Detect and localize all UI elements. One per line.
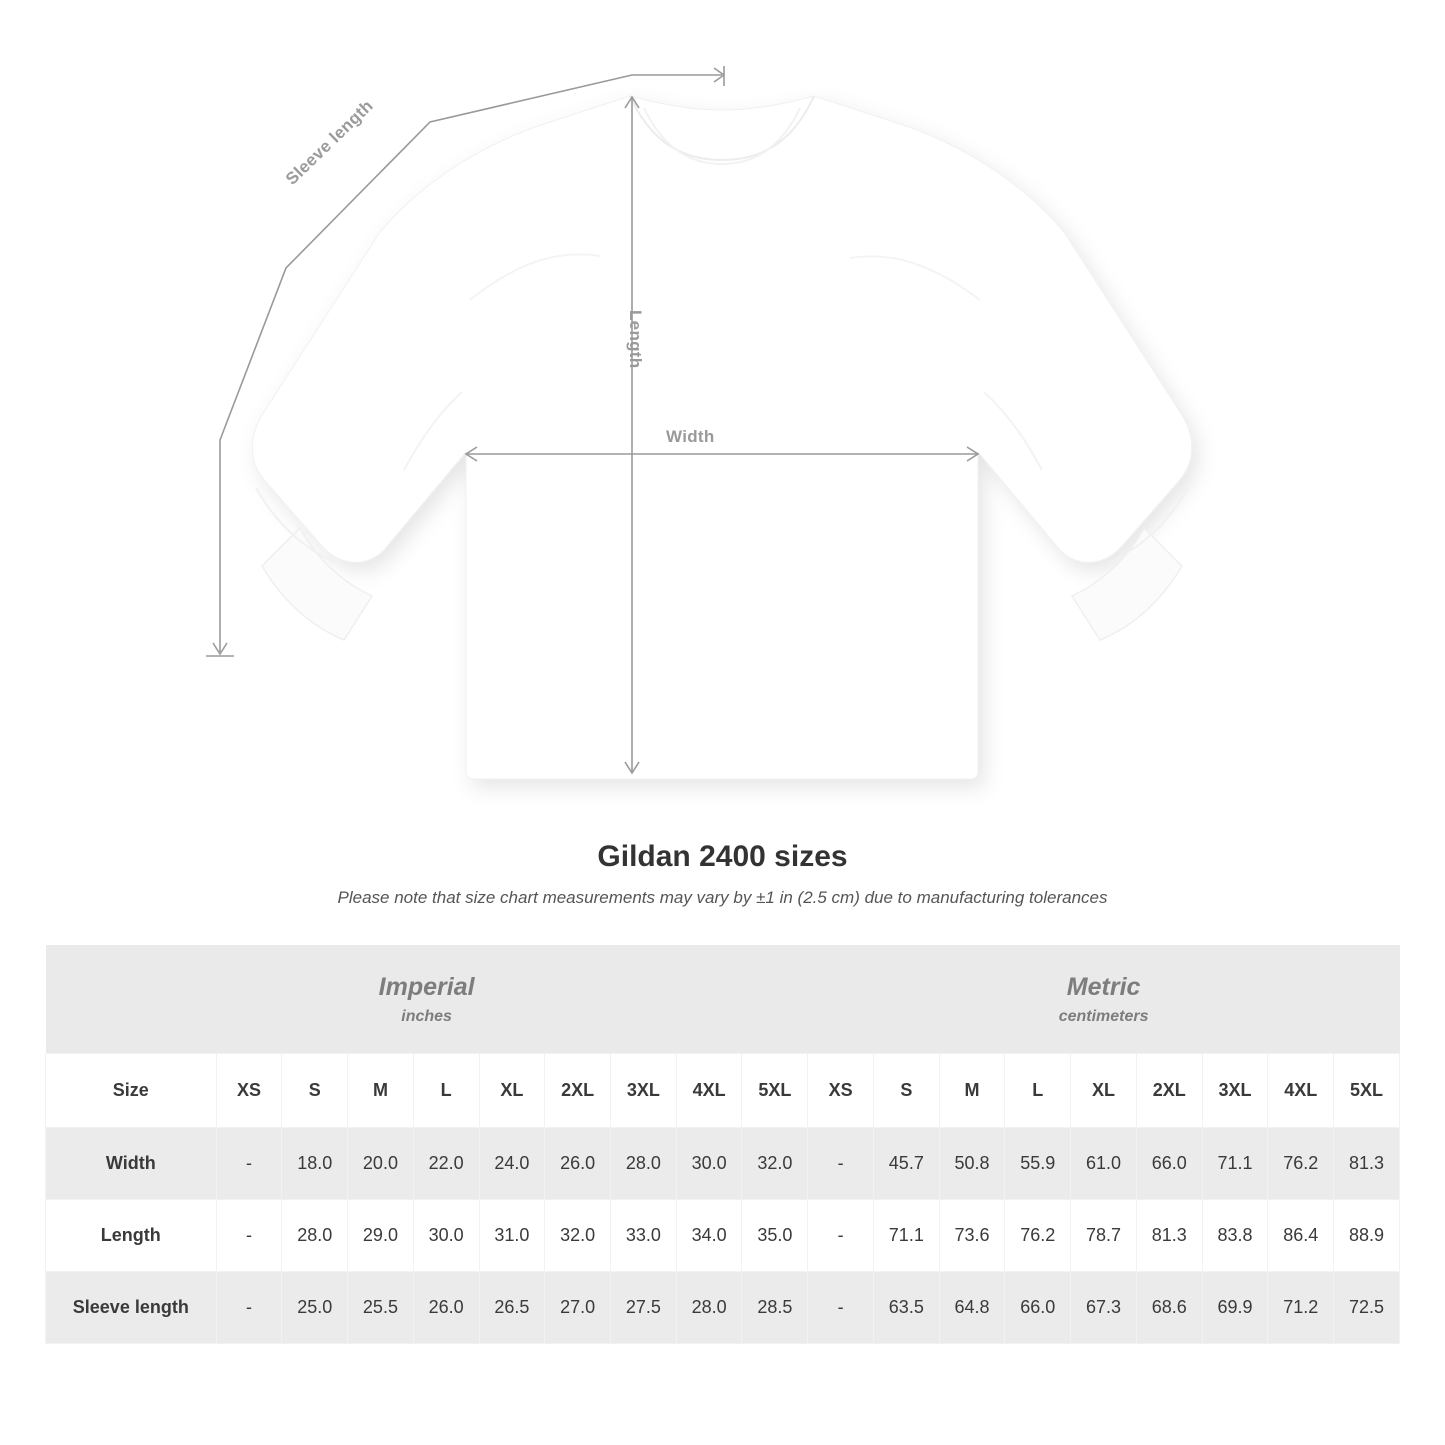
- cell-width-metric-5xl: 81.3: [1334, 1128, 1400, 1200]
- cell-length-imperial-s: 28.0: [282, 1200, 348, 1272]
- column-header-metric-m: M: [939, 1054, 1005, 1128]
- row-header-sleeve-length: Sleeve length: [46, 1272, 217, 1344]
- cell-length-metric-4xl: 86.4: [1268, 1200, 1334, 1272]
- cell-width-metric-4xl: 76.2: [1268, 1128, 1334, 1200]
- cell-sleeve-metric-s: 63.5: [873, 1272, 939, 1344]
- cell-sleeve-imperial-l: 26.0: [413, 1272, 479, 1344]
- imperial-unit-header: [46, 945, 808, 1054]
- column-header-metric-l: L: [1005, 1054, 1071, 1128]
- cell-sleeve-metric-4xl: 71.2: [1268, 1272, 1334, 1344]
- imperial-unit-name: Imperial: [378, 973, 475, 1001]
- cell-width-imperial-5xl: 32.0: [742, 1128, 808, 1200]
- cell-width-imperial-4xl: 30.0: [676, 1128, 742, 1200]
- cell-sleeve-imperial-4xl: 28.0: [676, 1272, 742, 1344]
- column-header-imperial-l: L: [413, 1054, 479, 1128]
- column-header-metric-xs: XS: [808, 1054, 874, 1128]
- cell-length-imperial-3xl: 33.0: [611, 1200, 677, 1272]
- cell-sleeve-imperial-xs: -: [216, 1272, 282, 1344]
- cell-sleeve-metric-m: 64.8: [939, 1272, 1005, 1344]
- cell-length-metric-3xl: 83.8: [1202, 1200, 1268, 1272]
- size-chart-table-wrapper: [45, 945, 1400, 1344]
- cell-width-metric-m: 50.8: [939, 1128, 1005, 1200]
- row-header-length: Length: [46, 1200, 217, 1272]
- cell-sleeve-imperial-3xl: 27.5: [611, 1272, 677, 1344]
- column-header-imperial-2xl: 2XL: [545, 1054, 611, 1128]
- cell-length-imperial-xl: 31.0: [479, 1200, 545, 1272]
- cell-length-imperial-2xl: 32.0: [545, 1200, 611, 1272]
- page-title: Gildan 2400 sizes: [597, 840, 848, 873]
- column-header-size: Size: [46, 1054, 217, 1128]
- column-header-metric-5xl: 5XL: [1334, 1054, 1400, 1128]
- cell-length-metric-m: 73.6: [939, 1200, 1005, 1272]
- cell-length-imperial-4xl: 34.0: [676, 1200, 742, 1272]
- cell-width-imperial-l: 22.0: [413, 1128, 479, 1200]
- sleeve-length-dimension-label: Sleeve length: [282, 96, 377, 189]
- page-subtitle: Please note that size chart measurements may vary by ±1 in (2.5 cm) due to manufacturing tolerances: [337, 888, 1108, 907]
- cell-width-metric-xl: 61.0: [1071, 1128, 1137, 1200]
- cell-length-metric-s: 71.1: [873, 1200, 939, 1272]
- column-header-metric-xl: XL: [1071, 1054, 1137, 1128]
- column-header-imperial-xs: XS: [216, 1054, 282, 1128]
- cell-length-metric-l: 76.2: [1005, 1200, 1071, 1272]
- cell-width-imperial-2xl: 26.0: [545, 1128, 611, 1200]
- cell-width-imperial-3xl: 28.0: [611, 1128, 677, 1200]
- cell-width-metric-3xl: 71.1: [1202, 1128, 1268, 1200]
- cell-sleeve-imperial-xl: 26.5: [479, 1272, 545, 1344]
- column-header-imperial-5xl: 5XL: [742, 1054, 808, 1128]
- cell-sleeve-imperial-2xl: 27.0: [545, 1272, 611, 1344]
- cell-length-imperial-xs: -: [216, 1200, 282, 1272]
- cell-width-imperial-xs: -: [216, 1128, 282, 1200]
- table-row: [46, 1200, 1400, 1272]
- cell-width-imperial-s: 18.0: [282, 1128, 348, 1200]
- column-header-metric-3xl: 3XL: [1202, 1054, 1268, 1128]
- cell-sleeve-metric-3xl: 69.9: [1202, 1272, 1268, 1344]
- length-dimension-label: Length: [626, 310, 645, 369]
- column-header-imperial-4xl: 4XL: [676, 1054, 742, 1128]
- cell-length-metric-xl: 78.7: [1071, 1200, 1137, 1272]
- imperial-unit-sub: inches: [401, 1007, 452, 1025]
- column-header-metric-4xl: 4XL: [1268, 1054, 1334, 1128]
- column-header-imperial-xl: XL: [479, 1054, 545, 1128]
- column-header-imperial-3xl: 3XL: [611, 1054, 677, 1128]
- row-header-width: Width: [46, 1128, 217, 1200]
- table-row: [46, 1272, 1400, 1344]
- width-dimension-label: Width: [666, 427, 715, 446]
- cell-width-metric-l: 55.9: [1005, 1128, 1071, 1200]
- cell-length-metric-5xl: 88.9: [1334, 1200, 1400, 1272]
- unit-header-row: [46, 945, 1400, 1054]
- metric-unit-sub: centimeters: [1058, 1007, 1149, 1025]
- title-block: [0, 840, 1445, 908]
- cell-width-imperial-xl: 24.0: [479, 1128, 545, 1200]
- metric-unit-name: Metric: [1066, 973, 1141, 1001]
- cell-width-metric-2xl: 66.0: [1136, 1128, 1202, 1200]
- cell-sleeve-metric-l: 66.0: [1005, 1272, 1071, 1344]
- cell-length-imperial-m: 29.0: [348, 1200, 414, 1272]
- cell-sleeve-metric-5xl: 72.5: [1334, 1272, 1400, 1344]
- cell-sleeve-imperial-s: 25.0: [282, 1272, 348, 1344]
- table-row: [46, 1128, 1400, 1200]
- column-header-imperial-s: S: [282, 1054, 348, 1128]
- cell-length-metric-2xl: 81.3: [1136, 1200, 1202, 1272]
- cell-width-imperial-m: 20.0: [348, 1128, 414, 1200]
- cell-length-imperial-l: 30.0: [413, 1200, 479, 1272]
- metric-unit-header: [808, 945, 1400, 1054]
- size-header-row: [46, 1054, 1400, 1128]
- cell-sleeve-imperial-5xl: 28.5: [742, 1272, 808, 1344]
- cell-width-metric-s: 45.7: [873, 1128, 939, 1200]
- cell-length-imperial-5xl: 35.0: [742, 1200, 808, 1272]
- size-chart-table: [45, 945, 1400, 1344]
- column-header-metric-s: S: [873, 1054, 939, 1128]
- column-header-metric-2xl: 2XL: [1136, 1054, 1202, 1128]
- cell-width-metric-xs: -: [808, 1128, 874, 1200]
- cell-sleeve-metric-xl: 67.3: [1071, 1272, 1137, 1344]
- cell-sleeve-imperial-m: 25.5: [348, 1272, 414, 1344]
- cell-length-metric-xs: -: [808, 1200, 874, 1272]
- cell-sleeve-metric-2xl: 68.6: [1136, 1272, 1202, 1344]
- column-header-imperial-m: M: [348, 1054, 414, 1128]
- cell-sleeve-metric-xs: -: [808, 1272, 874, 1344]
